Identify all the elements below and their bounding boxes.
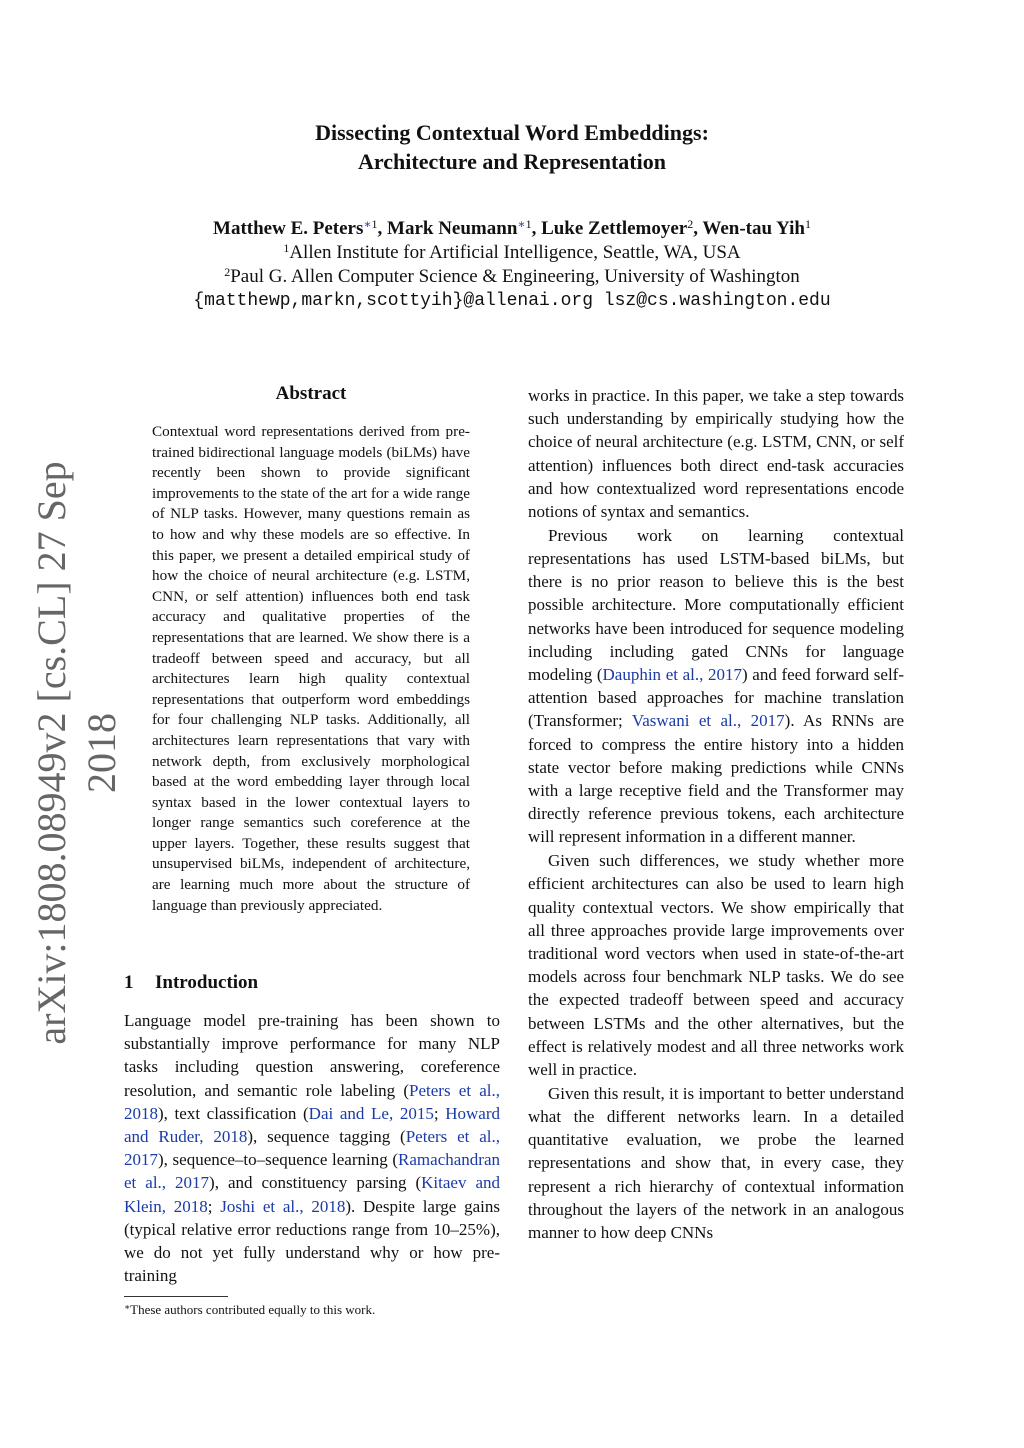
body-text: ), sequence tagging ( — [247, 1127, 406, 1147]
body-text: ), text classification ( — [158, 1103, 309, 1123]
citation-link[interactable]: Joshi et al., 2018 — [220, 1196, 346, 1216]
section-number: 1 — [124, 972, 134, 993]
citation-link[interactable]: Kitaev and Klein, 2018 — [124, 1173, 500, 1216]
body-text: ; — [433, 1103, 446, 1123]
author-block — [0, 212, 1024, 313]
affiliation-1 — [0, 241, 1024, 265]
body-text: Language model pre-training has been shown to substantially improve performance for many NLP tasks including question answering, coreference resolution, and semantic role labeling ( — [124, 1011, 500, 1100]
author-name: Mark Neumann — [387, 218, 518, 239]
affiliation-mark: 1 — [804, 217, 811, 231]
citation-link[interactable]: Howard and Ruder, 2018 — [124, 1103, 500, 1147]
equal-contribution-mark[interactable]: ∗ — [517, 217, 526, 231]
footnote-divider — [124, 1296, 228, 1297]
citation-link[interactable]: Peters et al., 2017 — [124, 1127, 500, 1170]
author-emails: {matthewp,markn,scottyih}@allenai.org lsz@cs.washington.edu — [193, 291, 831, 311]
section-title: Introduction — [155, 972, 259, 993]
right-column — [528, 384, 904, 1245]
citation-link[interactable]: Dauphin et al., 2017 — [602, 665, 742, 685]
author-name: Wen-tau Yih — [702, 218, 805, 239]
citation-link[interactable]: Vaswani et al., 2017 — [631, 711, 785, 731]
citation-link[interactable]: Ramachandran et al., 2017 — [124, 1150, 500, 1193]
body-text: ) and feed forward self-attention based approaches for machine translation (Transformer; — [528, 665, 904, 731]
citation-link[interactable]: Dai and Le, 2015 — [308, 1103, 434, 1123]
paper-title — [0, 118, 1024, 176]
intro-paragraph-3 — [528, 524, 904, 849]
author-list: Matthew E. Peters$^{∗1}$, Mark Neumann$^{∗1}$, Luke Zettlemoyer$^2$, Wen-tau Yih$^1$ — [213, 217, 811, 239]
arxiv-identifier-stamp: arXiv:1808.08949v2 [cs.CL] 27 Sep 2018 — [29, 461, 124, 1045]
intro-paragraph-4: Given such differences, we study whether more efficient architectures can also be used to learn high quality contextual vectors. We show empirically that all three approaches provide large improvements over traditional word vectors when used in state-of-the-art models across four benchmark NLP tasks. We do see the expected tradeoff between speed and accuracy between LSTMs and the other alternatives, but the effect is relatively modest and all three networks work well in practice. — [528, 851, 904, 1080]
intro-paragraph-2: works in practice. In this paper, we take a step towards such understanding by empirically studying how the choice of neural architecture (e.g. LSTM, CNN, or self attention) influences both direct end-task accuracies and how contextualized word representations encode notions of syntax and semantics. — [528, 386, 904, 522]
affiliation-2 — [0, 265, 1024, 289]
affiliation-text: Paul G. Allen Computer Science & Engineering, University of Washington — [230, 266, 800, 287]
title-line-1: Dissecting Contextual Word Embeddings: — [315, 120, 709, 145]
intro-paragraph-5: Given this result, it is important to better understand what the different networks learn. In a detailed quantitative evaluation, we probe the learned representations and show that, in every case, they represent a rich hierarchy of contextual information throughout the layers of the network in an analogous manner to how deep CNNs — [528, 1083, 904, 1243]
body-text: ). As RNNs are forced to compress the entire history into a hidden state vector before making predictions while CNNs with a large receptive field and the Transformer may directly reference previous tokens, each architecture will represent information in a different manner. — [528, 711, 904, 847]
author-name: Luke Zettlemoyer — [541, 218, 688, 239]
section-heading-introduction — [124, 972, 258, 994]
body-text: ). Despite large gains (typical relative error reductions range from 10–25%), we do not yet fully understand why or how pre-training — [124, 1196, 500, 1286]
affiliation-mark: 2 — [224, 265, 231, 279]
body-text: ), and constituency parsing ( — [209, 1173, 422, 1193]
title-line-2: Architecture and Representation — [358, 149, 666, 174]
affiliation-text: Allen Institute for Artificial Intelligence, Seattle, WA, USA — [289, 242, 741, 263]
affiliation-mark: 1 — [283, 241, 290, 255]
abstract-heading: Abstract — [275, 383, 347, 404]
body-text: ), sequence–to–sequence learning ( — [158, 1150, 399, 1170]
intro-paragraph-1 — [124, 1009, 500, 1287]
footnote-mark: ∗ — [124, 1302, 131, 1312]
affiliation-mark: 2 — [687, 217, 694, 231]
citation-link[interactable]: Peters et al., 2018 — [124, 1080, 500, 1123]
footnote-text: These authors contributed equally to this work. — [130, 1302, 376, 1317]
author-name: Matthew E. Peters — [213, 218, 364, 239]
body-text: Previous work on learning contextual representations has used LSTM-based biLMs, but there is no prior reason to believe this is the best possible architecture. More computationally efficient networks have been introduced for sequence modeling including including gated CNNs for language modeling ( — [528, 525, 904, 685]
abstract-text: Contextual word representations derived from pre-trained bidirectional language models (biLMs) have recently been shown to provide significant improvements to the state of the art for a wide range of NLP tasks. However, many questions remain as to how and why these models are so effective. In this paper, we present a detailed empirical study of how the choice of neural architecture (e.g. LSTM, CNN, or self attention) influences both end task accuracy and qualitative properties of the representations that are learned. We show there is a tradeoff between speed and accuracy, but all architectures learn high quality contextual representations that outperform word embeddings for four challenging NLP tasks. Additionally, all architectures learn representations that vary with network depth, from exclusively morphological based at the word embedding layer through local syntax based in the lower contextual layers to longer range semantics such coreference at the upper layers. Together, these results suggest that unsupervised biLMs, independent of architecture, are learning much more about the structure of language than previously appreciated. — [152, 423, 470, 914]
affiliation-mark: 1 — [525, 217, 532, 231]
equal-contribution-mark[interactable]: ∗ — [363, 217, 372, 231]
footnote — [124, 1299, 375, 1318]
affiliation-mark: 1 — [371, 217, 378, 231]
body-text: ; — [207, 1196, 221, 1216]
